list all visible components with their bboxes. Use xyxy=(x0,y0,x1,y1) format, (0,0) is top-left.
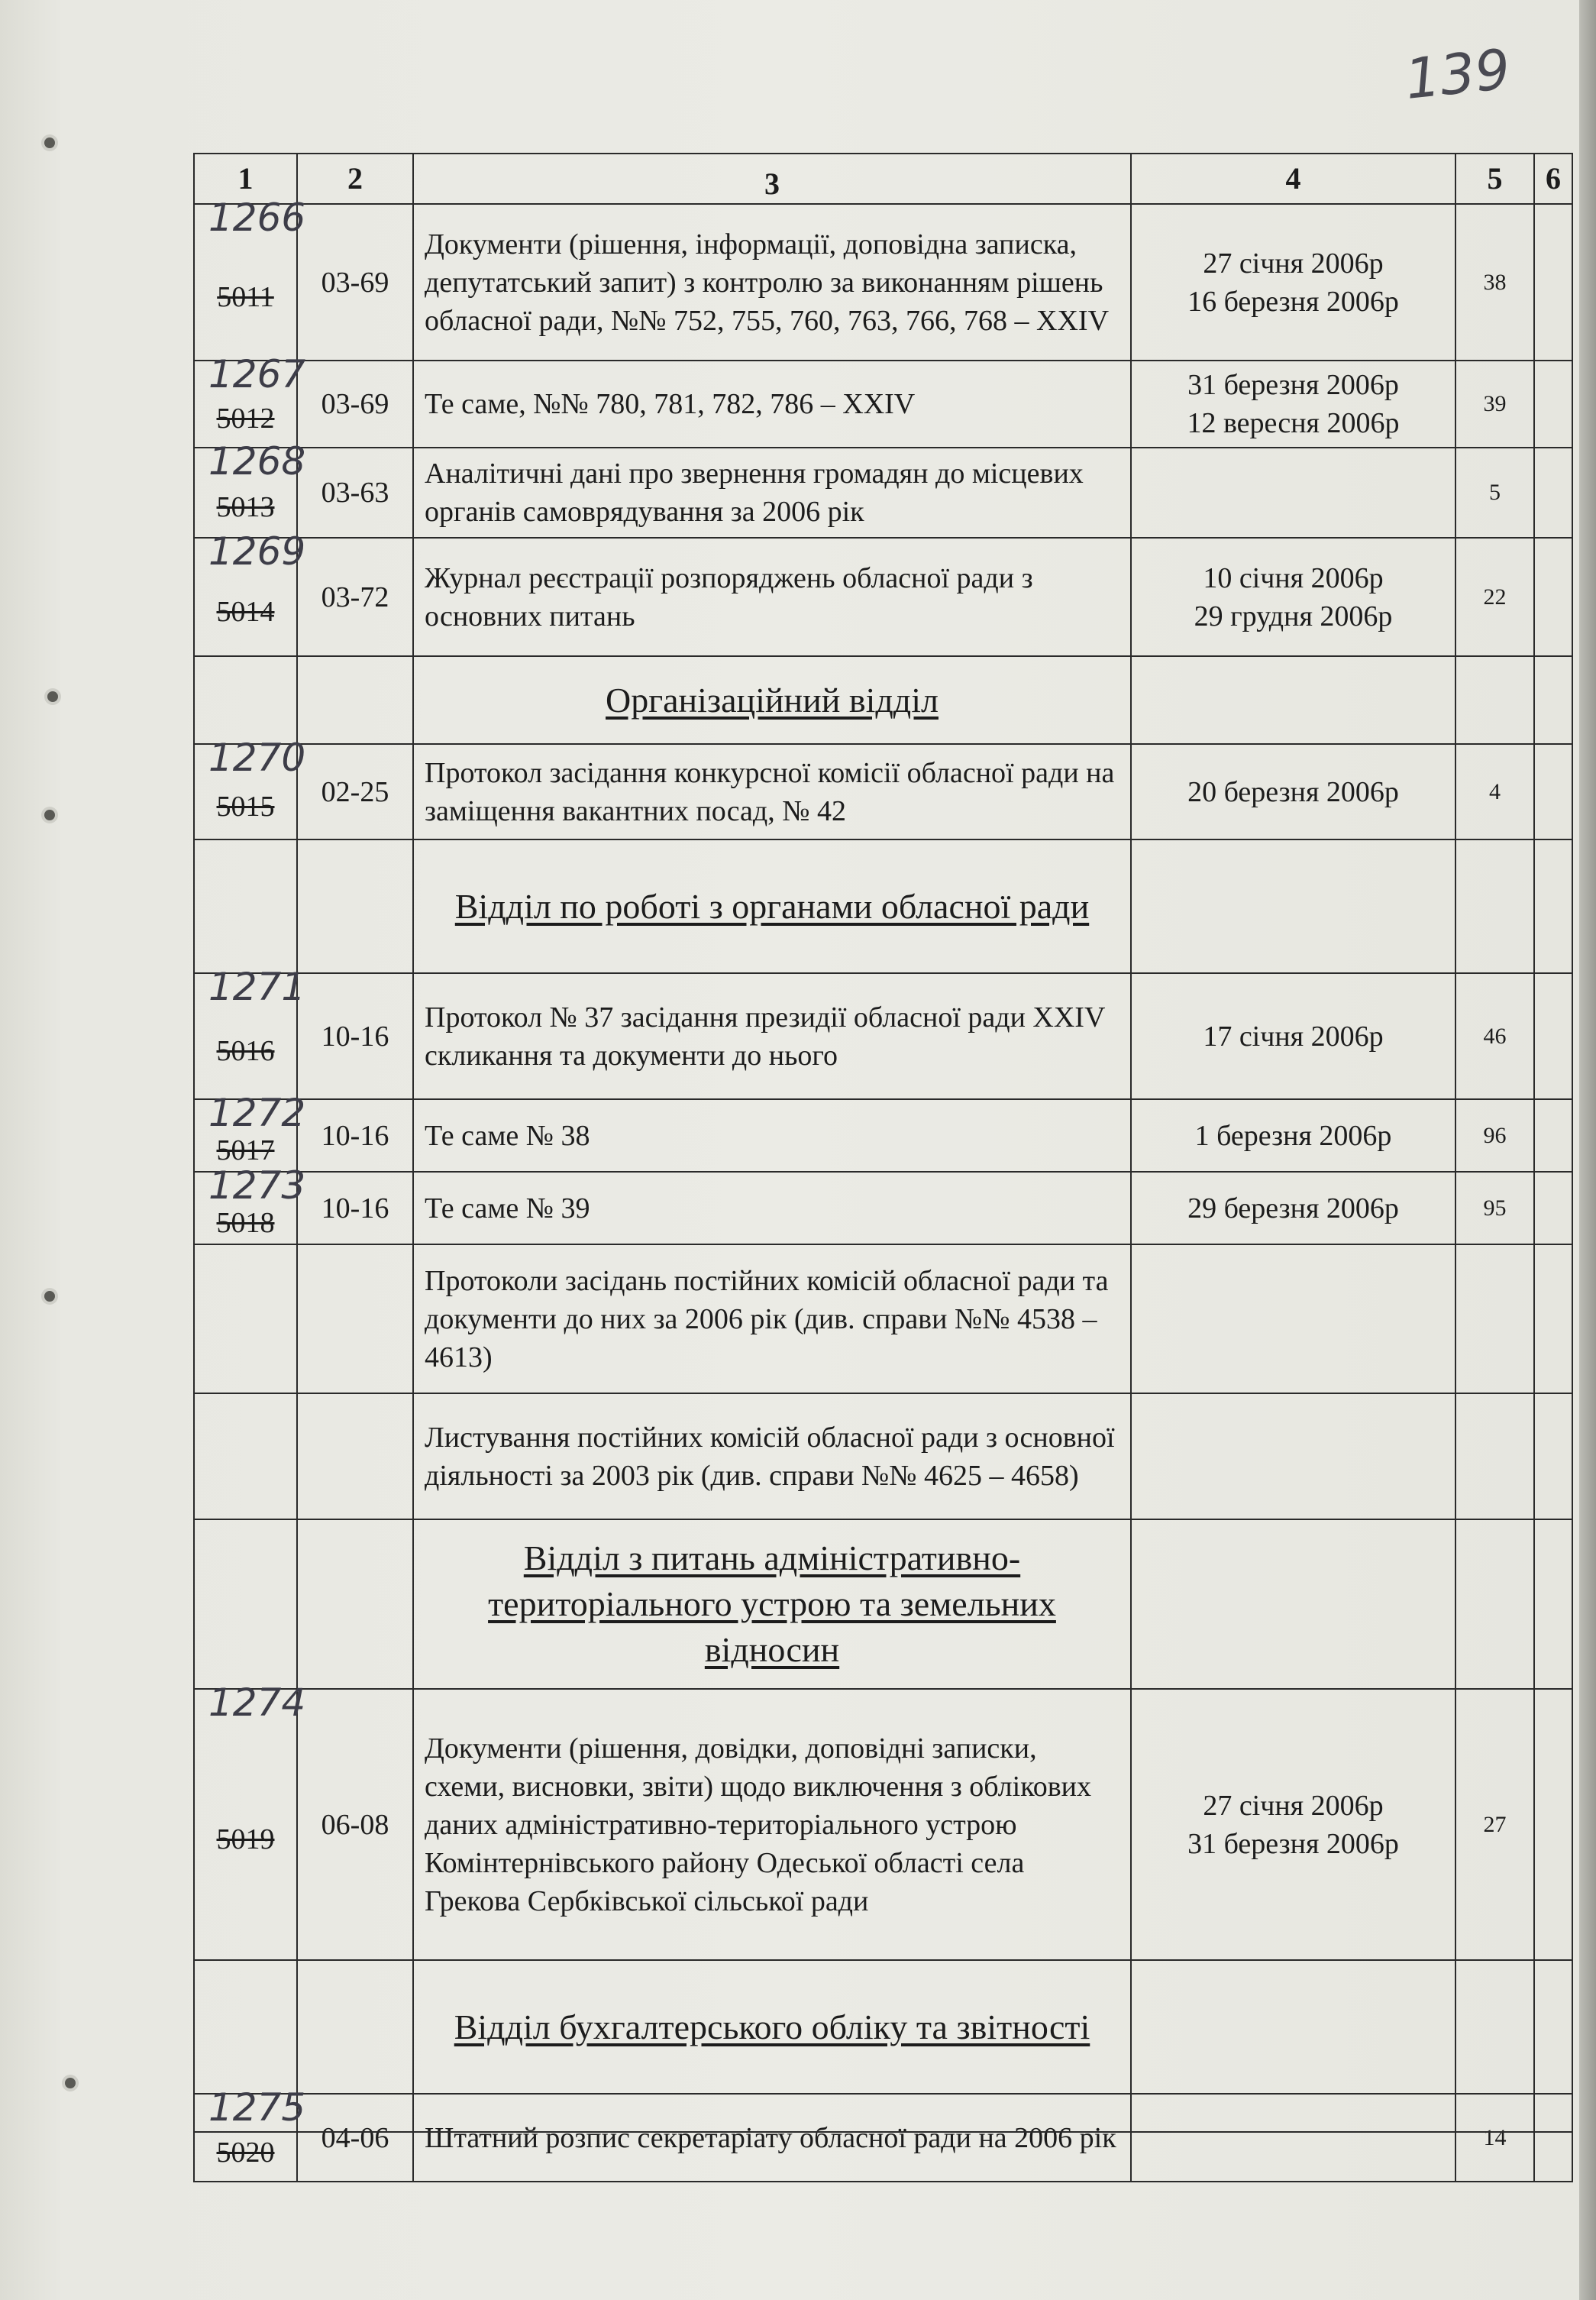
case-number-cell xyxy=(194,1244,297,1393)
sheets-cell: 14 xyxy=(1455,2094,1534,2182)
index-cell: 02-25 xyxy=(297,744,413,839)
table-row xyxy=(194,973,1572,1099)
handwritten-number: 1275 xyxy=(208,2085,306,2130)
case-number-cell xyxy=(194,529,306,656)
binding-hole xyxy=(47,691,58,702)
index-cell xyxy=(297,1244,413,1393)
empty-cell xyxy=(194,1960,297,2094)
empty-cell xyxy=(194,839,297,973)
notes-cell xyxy=(1534,1099,1572,1172)
index-cell: 03-63 xyxy=(297,448,413,538)
table-row xyxy=(194,1172,1572,1244)
table-row xyxy=(194,538,1572,656)
start-date: 27 січня 2006р xyxy=(1203,1789,1384,1822)
table-header-row xyxy=(194,154,1572,204)
sheets-cell: 38 xyxy=(1455,204,1534,361)
column-header: 3 xyxy=(413,154,1131,204)
section-title: Відділ з питань адміністративно-територіального устрою та земельних відносин xyxy=(488,1538,1056,1669)
dates-cell xyxy=(1131,2094,1455,2182)
column-header: 4 xyxy=(1131,154,1455,204)
table-row xyxy=(194,1244,1572,1393)
section-title: Відділ бухгалтерського обліку та звітності xyxy=(454,2007,1090,2046)
section-row xyxy=(194,656,1572,744)
sheets-cell: 27 xyxy=(1455,1689,1534,1960)
dates-cell xyxy=(1131,744,1455,839)
column-header: 6 xyxy=(1534,154,1572,204)
dates-cell xyxy=(1131,1689,1455,1960)
section-title-cell xyxy=(413,1519,1131,1689)
sheets-cell: 46 xyxy=(1455,973,1534,1099)
empty-cell xyxy=(1455,839,1534,973)
struck-old-number xyxy=(195,1442,296,1471)
start-date: 17 січня 2006р xyxy=(1203,1020,1384,1053)
binding-hole xyxy=(65,2078,76,2088)
empty-cell xyxy=(297,1960,413,2094)
case-number-cell xyxy=(194,736,306,839)
struck-old-number: 5020 xyxy=(216,2136,275,2169)
end-date: 16 березня 2006р xyxy=(1187,285,1399,318)
index-cell: 10-16 xyxy=(297,1172,413,1244)
index-cell: 04-06 xyxy=(297,2094,413,2182)
index-cell: 10-16 xyxy=(297,973,413,1099)
title-cell: Те саме № 39 xyxy=(413,1172,1131,1244)
table-row xyxy=(194,204,1572,361)
empty-cell xyxy=(297,1519,413,1689)
sheets-cell xyxy=(1455,1244,1534,1393)
title-cell: Протокол № 37 засідання президії обласної ради XXIV скликання та документи до нього xyxy=(413,973,1131,1099)
case-number-cell xyxy=(194,439,306,538)
case-number-cell xyxy=(194,1393,297,1519)
section-title: Відділ по роботі з органами обласної ради xyxy=(454,886,1090,926)
empty-cell xyxy=(1131,839,1455,973)
dates-cell xyxy=(1131,973,1455,1099)
sheets-cell: 5 xyxy=(1455,448,1534,538)
struck-old-number: 5019 xyxy=(216,1823,275,1855)
dates-cell xyxy=(1131,538,1455,656)
binding-hole xyxy=(44,810,55,820)
notes-cell xyxy=(1534,1244,1572,1393)
struck-old-number xyxy=(195,1305,296,1334)
title-cell: Документи (рішення, довідки, доповідні записки, схеми, висновки, звіти) щодо виключення з облікових даних адміністративно-територіального устрою Комінтернівського району Одеської області села Грекова Сербківської сільської ради xyxy=(413,1689,1131,1960)
index-cell: 10-16 xyxy=(297,1099,413,1172)
case-number-cell xyxy=(194,196,306,361)
case-number-cell xyxy=(194,965,306,1099)
dates-cell xyxy=(1131,1244,1455,1393)
dates-cell xyxy=(1131,1393,1455,1519)
dates-cell xyxy=(1131,448,1455,538)
empty-cell xyxy=(297,839,413,973)
handwritten-number: 1274 xyxy=(208,1681,306,1725)
handwritten-number: 1271 xyxy=(208,965,306,1009)
table-row xyxy=(194,1099,1572,1172)
title-cell: Протоколи засідань постійних комісій обласної ради та документи до них за 2006 рік (див. справи №№ 4538 – 4613) xyxy=(413,1244,1131,1393)
sheets-cell: 22 xyxy=(1455,538,1534,656)
notes-cell xyxy=(1534,1393,1572,1519)
handwritten-number: 1270 xyxy=(208,736,306,780)
empty-cell xyxy=(194,656,297,744)
table-row xyxy=(194,744,1572,839)
sheets-cell: 4 xyxy=(1455,744,1534,839)
dates-cell xyxy=(1131,1172,1455,1244)
section-title-cell xyxy=(413,839,1131,973)
column-header: 2 xyxy=(297,154,413,204)
title-cell: Протокол засідання конкурсної комісії обласної ради на заміщення вакантних посад, № 42 xyxy=(413,744,1131,839)
table-row xyxy=(194,2094,1572,2182)
empty-cell xyxy=(1131,1960,1455,2094)
section-title-cell xyxy=(413,1960,1131,2094)
title-cell: Те саме, №№ 780, 781, 782, 786 – XXIV xyxy=(413,361,1131,448)
empty-cell xyxy=(1534,1519,1572,1689)
struck-old-number: 5011 xyxy=(217,280,274,313)
struck-old-number: 5012 xyxy=(216,403,275,435)
handwritten-number: 1269 xyxy=(208,529,306,574)
handwritten-number: 1266 xyxy=(208,196,306,240)
section-row xyxy=(194,839,1572,973)
title-cell: Журнал реєстрації розпоряджень обласної ради з основних питань xyxy=(413,538,1131,656)
column-header: 1 xyxy=(194,154,297,204)
empty-cell xyxy=(1455,1960,1534,2094)
empty-cell xyxy=(194,1519,297,1689)
title-cell: Те саме № 38 xyxy=(413,1099,1131,1172)
start-date: 10 січня 2006р xyxy=(1203,561,1384,594)
empty-cell xyxy=(1455,656,1534,744)
struck-old-number: 5016 xyxy=(216,1034,275,1067)
sheets-cell: 95 xyxy=(1455,1172,1534,1244)
binding-hole xyxy=(44,137,55,148)
sheets-cell: 39 xyxy=(1455,361,1534,448)
empty-cell xyxy=(1534,1960,1572,2094)
table-row xyxy=(194,1689,1572,1960)
notes-cell xyxy=(1534,1689,1572,1960)
start-date: 20 березня 2006р xyxy=(1187,775,1399,808)
empty-cell xyxy=(297,656,413,744)
table-body xyxy=(194,196,1572,2182)
inventory-table xyxy=(193,153,1573,2182)
page-edge xyxy=(1579,0,1596,2300)
struck-old-number: 5018 xyxy=(216,1206,275,1239)
binding-hole xyxy=(44,1291,55,1302)
table-row xyxy=(194,1393,1572,1519)
start-date: 1 березня 2006р xyxy=(1194,1119,1392,1152)
title-cell: Листування постійних комісій обласної ради з основної діяльності за 2003 рік (див. справи №№ 4625 – 4658) xyxy=(413,1393,1131,1519)
handwritten-number: 1273 xyxy=(208,1163,306,1208)
section-title: Організаційний відділ xyxy=(606,680,939,720)
empty-cell xyxy=(1534,656,1572,744)
dates-cell xyxy=(1131,361,1455,448)
notes-cell xyxy=(1534,448,1572,538)
case-number-cell xyxy=(194,2085,306,2182)
index-cell xyxy=(297,1393,413,1519)
title-cell: Аналітичні дані про звернення громадян до місцевих органів самоврядування за 2006 рік xyxy=(413,448,1131,538)
case-number-cell xyxy=(194,1091,306,1172)
notes-cell xyxy=(1534,361,1572,448)
struck-old-number: 5014 xyxy=(216,595,275,628)
notes-cell xyxy=(1534,973,1572,1099)
index-cell: 03-72 xyxy=(297,538,413,656)
title-cell: Штатний розпис секретаріату обласної ради на 2006 рік xyxy=(413,2094,1131,2182)
handwritten-number: 1267 xyxy=(208,352,306,396)
case-number-cell xyxy=(194,1681,306,1960)
handwritten-number: 1272 xyxy=(208,1091,306,1135)
end-date: 12 вересня 2006р xyxy=(1187,407,1400,439)
end-date: 29 грудня 2006р xyxy=(1194,600,1393,632)
empty-cell xyxy=(1455,1519,1534,1689)
sheets-cell: 96 xyxy=(1455,1099,1534,1172)
dates-cell xyxy=(1131,204,1455,361)
table-row xyxy=(194,361,1572,448)
section-row xyxy=(194,1519,1572,1689)
index-cell: 06-08 xyxy=(297,1689,413,1960)
notes-cell xyxy=(1534,1172,1572,1244)
struck-old-number: 5017 xyxy=(216,1134,275,1166)
start-date: 27 січня 2006р xyxy=(1203,247,1384,280)
index-cell: 03-69 xyxy=(297,204,413,361)
notes-cell xyxy=(1534,744,1572,839)
section-row xyxy=(194,1960,1572,2094)
empty-cell xyxy=(1131,656,1455,744)
index-cell: 03-69 xyxy=(297,361,413,448)
handwritten-number: 1268 xyxy=(208,439,306,484)
empty-cell xyxy=(1534,839,1572,973)
table-row xyxy=(194,448,1572,538)
page-number: 139 xyxy=(1401,37,1514,112)
start-date: 31 березня 2006р xyxy=(1187,369,1399,401)
section-title-cell xyxy=(413,656,1131,744)
dates-cell xyxy=(1131,1099,1455,1172)
notes-cell xyxy=(1534,204,1572,361)
sheets-cell xyxy=(1455,1393,1534,1519)
case-number-cell xyxy=(194,1163,306,1244)
notes-cell xyxy=(1534,538,1572,656)
column-header: 5 xyxy=(1455,154,1534,204)
case-number-cell xyxy=(194,352,306,448)
struck-old-number: 5015 xyxy=(216,790,275,823)
end-date: 31 березня 2006р xyxy=(1187,1827,1399,1860)
table-bottom-rule xyxy=(193,2131,1572,2133)
start-date: 29 березня 2006р xyxy=(1187,1192,1399,1224)
notes-cell xyxy=(1534,2094,1572,2182)
title-cell: Документи (рішення, інформації, доповідна записка, депутатський запит) з контролю за виконанням рішень обласної ради, №№ 752, 755, 760, 763, 766, 768 – XXIV xyxy=(413,204,1131,361)
struck-old-number: 5013 xyxy=(216,491,275,523)
empty-cell xyxy=(1131,1519,1455,1689)
